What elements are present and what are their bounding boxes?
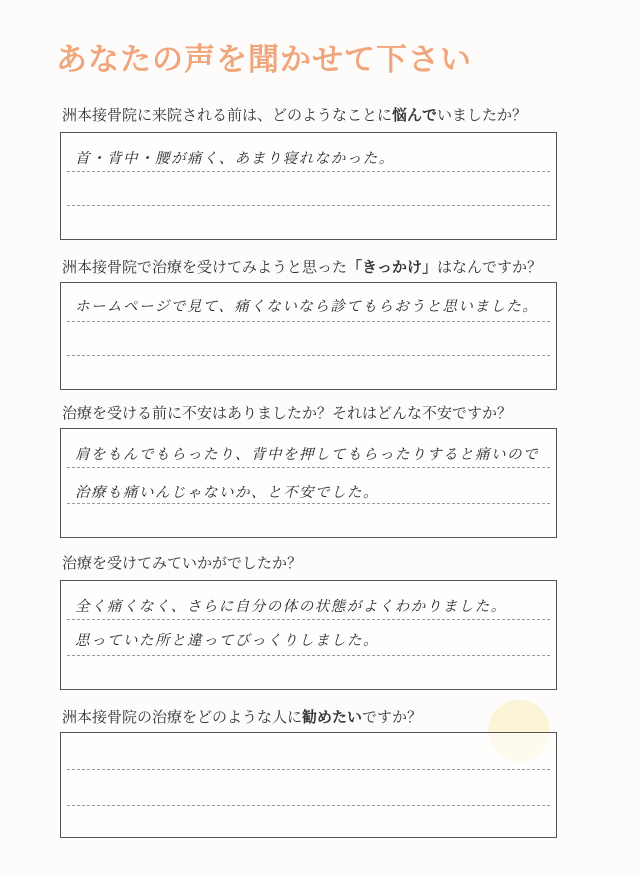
question-2-text-end: はなんですか？: [437, 258, 543, 276]
ruled-line: [67, 503, 550, 504]
question-1-emphasis: 悩んで: [392, 106, 438, 124]
question-5-text: 洲本接骨院の治療をどのような人に: [62, 708, 303, 726]
page-title: あなたの声を聞かせて下さい: [56, 42, 472, 78]
question-1-text: 洲本接骨院に来院される前は、どのようなことに: [62, 106, 393, 124]
question-3: 治療を受ける前に不安はありましたか？それはどんな不安ですか？: [62, 404, 513, 422]
answer-box-5[interactable]: [60, 732, 557, 838]
answer-box-1[interactable]: [60, 132, 557, 240]
ruled-line: [67, 321, 550, 322]
question-2-emphasis: 「きっかけ」: [347, 258, 438, 276]
answer-box-2[interactable]: [60, 282, 557, 390]
answer-4-line-1: 全く痛くなく、さらに自分の体の状態がよくわかりました。: [75, 599, 507, 615]
ruled-line: [67, 769, 550, 770]
answer-2-line-1: ホームページで見て、痛くないなら診てもらおうと思いました。: [75, 299, 539, 315]
question-4: 治療を受けてみていかがでしたか？: [62, 554, 303, 572]
answer-box-3[interactable]: [60, 428, 557, 538]
answer-3-line-1: 肩をもんでもらったり、背中を押してもらったりすると痛いので: [75, 447, 539, 463]
answer-box-4[interactable]: [60, 580, 557, 690]
answer-3-line-2: 治療も痛いんじゃないか、と不安でした。: [75, 485, 379, 501]
question-1-text-end: いましたか？: [437, 106, 528, 124]
question-2: [62, 256, 542, 277]
ruled-line: [67, 655, 550, 656]
ruled-line: [67, 205, 550, 206]
answer-1-line-1: 首・背中・腰が痛く、あまり寝れなかった。: [75, 151, 395, 167]
ruled-line: [67, 805, 550, 806]
question-2-text: 洲本接骨院で治療を受けてみようと思った: [62, 258, 348, 276]
ruled-line: [67, 619, 550, 620]
question-5-emphasis: 勧めたい: [302, 708, 363, 726]
ruled-line: [67, 171, 550, 172]
ruled-line: [67, 467, 550, 468]
ruled-line: [67, 355, 550, 356]
question-1: [62, 104, 527, 125]
question-5: [62, 706, 422, 727]
answer-4-line-2: 思っていた所と違ってびっくりしました。: [75, 633, 379, 649]
question-5-text-end: ですか？: [362, 708, 423, 726]
